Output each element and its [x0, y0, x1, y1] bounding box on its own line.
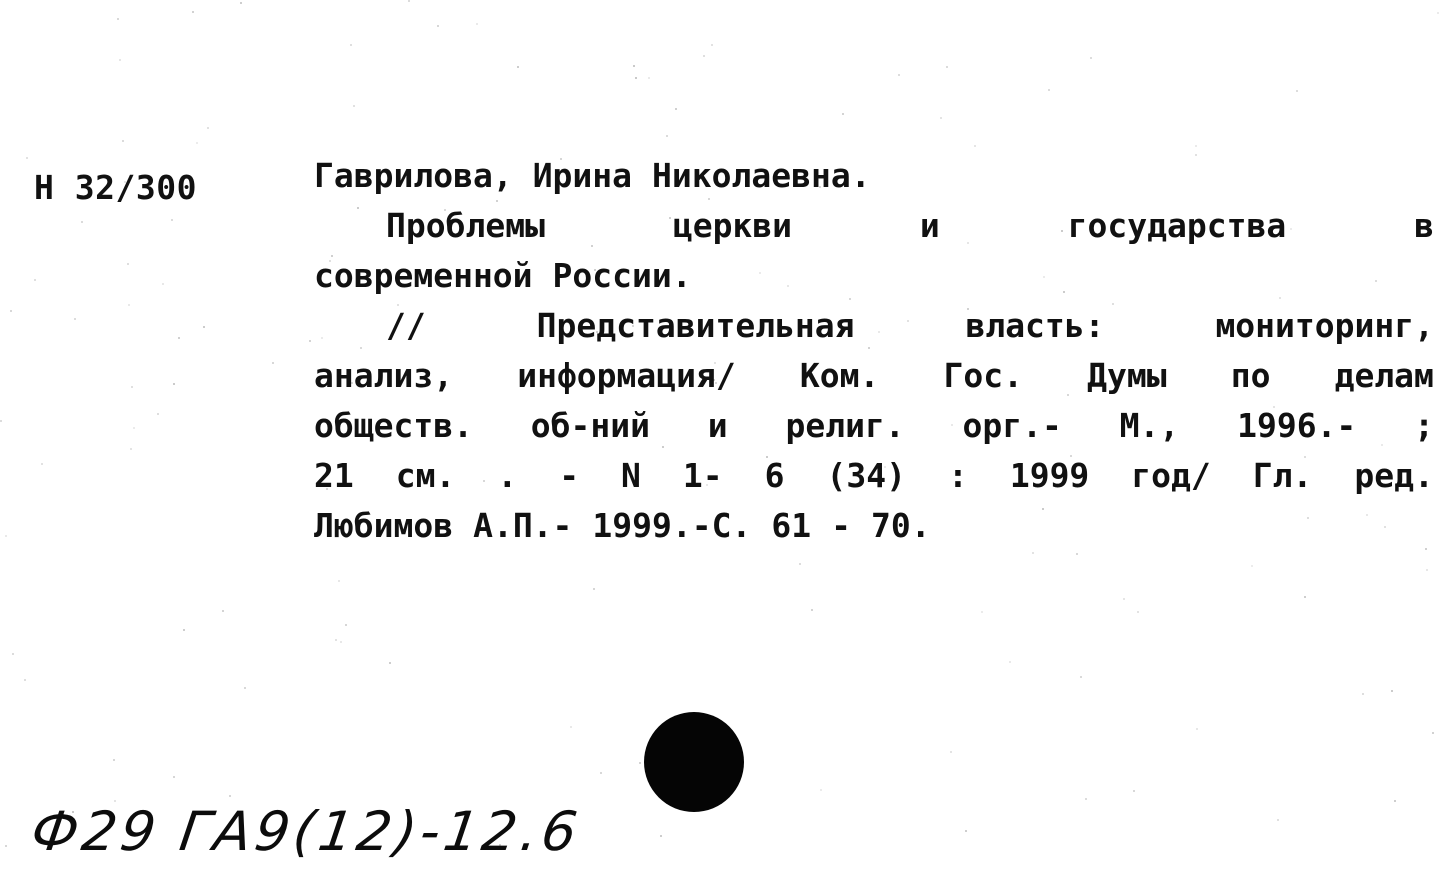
entry-line: [314, 356, 1434, 406]
entry-word: :: [947, 456, 968, 495]
speck: [1196, 728, 1198, 730]
speck: [1080, 676, 1082, 678]
speck: [437, 25, 439, 27]
handwritten-classification: Ф29 ГА9(12)-12.6: [27, 800, 585, 863]
speck: [309, 340, 311, 342]
entry-word: Ком.: [799, 356, 880, 395]
speck: [131, 386, 133, 388]
entry-word: Думы: [1087, 356, 1167, 395]
speck: [570, 726, 572, 728]
entry-line: [314, 306, 1434, 356]
speck: [157, 413, 159, 415]
speck: [244, 687, 246, 689]
speck: [74, 318, 76, 320]
speck: [1090, 57, 1092, 59]
entry-word: Гаврилова,: [314, 156, 513, 195]
speck: [1277, 819, 1279, 821]
speck: [1432, 732, 1434, 734]
speck: [633, 65, 635, 67]
speck: [1304, 596, 1306, 598]
entry-word: власть:: [965, 306, 1105, 345]
speck: [1296, 90, 1298, 92]
speck: [965, 830, 967, 832]
entry-word: орг.-: [962, 406, 1062, 445]
speck: [799, 563, 801, 565]
speck: [476, 23, 478, 25]
entry-word: Представительная: [536, 306, 855, 345]
speck: [1195, 145, 1197, 147]
speck: [203, 326, 205, 328]
speck: [173, 776, 175, 778]
speck: [660, 835, 662, 837]
speck: [192, 11, 194, 13]
speck: [981, 611, 983, 613]
speck: [24, 679, 26, 681]
entry-line: [314, 456, 1434, 506]
entry-word: N: [621, 456, 641, 495]
speck: [389, 662, 391, 664]
entry-word: и: [919, 206, 940, 245]
speck: [196, 142, 198, 144]
entry-word: об-ний: [530, 406, 650, 445]
speck: [229, 795, 231, 797]
speck: [338, 580, 340, 582]
speck: [353, 105, 355, 107]
entry-word: Ирина: [532, 156, 633, 195]
speck: [350, 44, 352, 46]
speck: [345, 624, 347, 626]
entry-word: Гл.: [1252, 456, 1313, 495]
speck: [639, 762, 641, 764]
speck: [117, 18, 119, 20]
speck: [1085, 798, 1087, 800]
speck: [10, 310, 12, 312]
speck: [811, 609, 813, 611]
entry-word: Проблемы: [386, 206, 545, 245]
speck: [974, 145, 976, 147]
entry-word: 1999: [1009, 456, 1090, 495]
entry-word: обществ.: [314, 406, 473, 445]
entry-word: 6: [764, 456, 785, 495]
entry-word: ред.: [1354, 456, 1434, 495]
speck: [950, 751, 952, 753]
speck: [122, 140, 124, 142]
speck: [128, 304, 130, 306]
speck: [1391, 690, 1393, 692]
entry-word: и: [707, 406, 728, 445]
call-number: Н 32/300: [34, 168, 197, 207]
speck: [1362, 693, 1364, 695]
speck: [1133, 790, 1135, 792]
speck: [593, 588, 595, 590]
speck: [648, 77, 650, 79]
entry-word: см.: [395, 456, 456, 495]
punch-hole: [644, 712, 744, 812]
entry-word: Любимов: [314, 506, 454, 545]
speck: [675, 108, 677, 110]
speck: [1048, 89, 1050, 91]
entry-word: 21: [314, 456, 354, 495]
speck: [600, 772, 602, 774]
speck: [178, 337, 180, 339]
speck: [1437, 12, 1439, 14]
entry-word: информация/: [517, 356, 736, 395]
entry-word: .: [497, 456, 518, 495]
entry-word: М.,: [1119, 406, 1180, 445]
entry-word: государства: [1067, 206, 1287, 245]
entry-word: Гос.: [943, 356, 1023, 395]
speck: [162, 283, 164, 285]
entry-word: ;: [1414, 406, 1434, 445]
entry-word: России.: [552, 256, 692, 295]
entry-word: -: [831, 506, 851, 545]
speck: [1137, 611, 1139, 613]
speck: [1123, 598, 1125, 600]
speck: [113, 759, 115, 761]
speck: [666, 135, 668, 137]
speck: [183, 629, 185, 631]
entry-word: //: [386, 306, 426, 345]
speck: [703, 55, 705, 57]
entry-word: (34): [826, 456, 906, 495]
speck: [711, 44, 713, 46]
speck: [173, 383, 175, 385]
entry-word: мониторинг,: [1215, 306, 1434, 345]
entry-word: церкви: [672, 206, 793, 245]
speck: [119, 59, 121, 61]
speck: [81, 221, 83, 223]
speck: [0, 420, 2, 422]
speck: [940, 117, 942, 119]
speck: [222, 610, 224, 612]
speck: [272, 362, 274, 364]
speck: [26, 157, 28, 159]
speck: [171, 219, 173, 221]
entry-word: делам: [1334, 356, 1434, 395]
speck: [41, 463, 43, 465]
speck: [842, 113, 844, 115]
speck: [130, 448, 132, 450]
speck: [1251, 565, 1253, 567]
speck: [1394, 800, 1396, 802]
bibliographic-entry: [314, 156, 1434, 556]
entry-word: анализ,: [314, 356, 454, 395]
speck: [5, 845, 7, 847]
speck: [5, 535, 7, 537]
entry-line: [314, 506, 1434, 556]
entry-word: 1996.-: [1237, 406, 1357, 445]
entry-word: Николаевна.: [652, 156, 871, 195]
speck: [820, 789, 822, 791]
speck: [408, 0, 410, 2]
speck: [12, 653, 14, 655]
entry-word: -: [559, 456, 580, 495]
entry-word: А.П.-: [473, 506, 573, 545]
entry-word: религ.: [785, 406, 905, 445]
entry-word: современной: [314, 256, 533, 295]
speck: [635, 77, 637, 79]
entry-word: в: [1414, 206, 1434, 245]
speck: [127, 263, 129, 265]
speck: [1426, 569, 1428, 571]
entry-word: 61: [771, 506, 812, 545]
speck: [1009, 661, 1011, 663]
speck: [207, 127, 209, 129]
speck: [898, 74, 900, 76]
speck: [335, 639, 337, 641]
speck: [946, 66, 948, 68]
speck: [340, 641, 342, 643]
entry-word: по: [1230, 356, 1271, 395]
speck: [133, 427, 135, 429]
entry-line: [314, 256, 1434, 306]
speck: [34, 279, 36, 281]
speck: [240, 2, 242, 4]
entry-line: [314, 206, 1434, 256]
speck: [517, 66, 519, 68]
entry-word: год/: [1131, 456, 1211, 495]
entry-word: 1999.-С.: [592, 506, 752, 545]
entry-word: 70.: [871, 506, 931, 545]
entry-word: 1-: [682, 456, 723, 495]
entry-line: [314, 156, 1434, 206]
entry-line: [314, 406, 1434, 456]
